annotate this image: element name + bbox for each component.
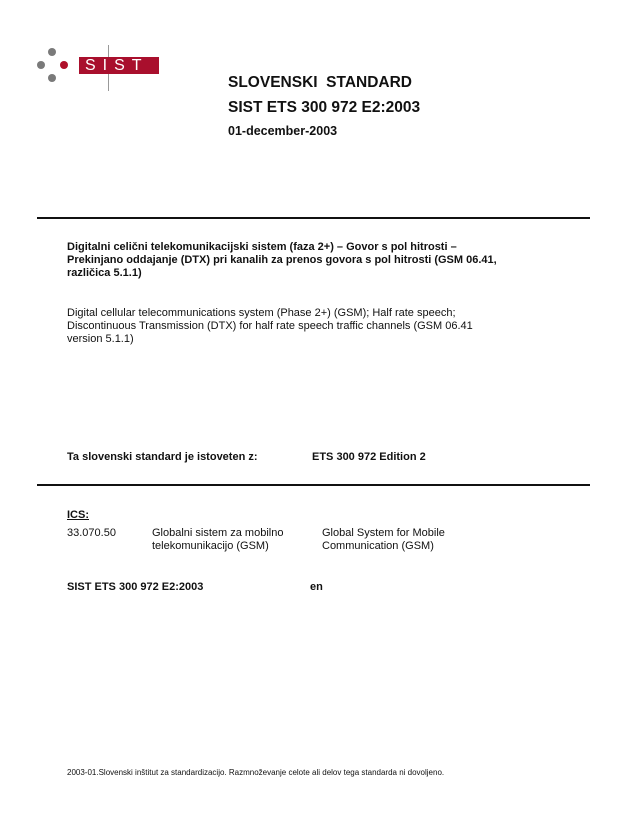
publication-date: 01-december-2003 bbox=[228, 124, 338, 138]
bottom-rule bbox=[37, 484, 590, 486]
slovenian-title-line: različica 5.1.1) bbox=[67, 267, 142, 279]
ics-english-line: Communication (GSM) bbox=[322, 540, 434, 552]
english-title-line: Discontinuous Transmission (DTX) for half rate speech traffic channels (GSM 06.41 bbox=[67, 320, 473, 332]
standard-designation: SIST ETS 300 972 E2:2003 bbox=[228, 99, 421, 116]
designation-language: en bbox=[310, 581, 323, 593]
logo-dot-bottom-icon bbox=[48, 74, 56, 82]
designation-code: SIST ETS 300 972 E2:2003 bbox=[67, 581, 204, 593]
identical-value: ETS 300 972 Edition 2 bbox=[312, 451, 426, 463]
logo-dot-top-icon bbox=[48, 48, 56, 56]
ics-heading: ICS: bbox=[67, 509, 89, 521]
ics-slovenian-line: Globalni sistem za mobilno bbox=[152, 527, 284, 539]
slovenian-title-line: Digitalni celični telekomunikacijski sistem (faza 2+) – Govor s pol hitrosti – bbox=[67, 241, 457, 253]
ics-english bbox=[322, 527, 445, 553]
slovenian-title-line: Prekinjano oddajanje (DTX) pri kanalih za prenos govora s pol hitrosti (GSM 06.41, bbox=[67, 254, 497, 266]
ics-english-line: Global System for Mobile bbox=[322, 527, 445, 539]
identical-label: Ta slovenski standard je istoveten z: bbox=[67, 451, 258, 463]
copyright-footer: 2003-01.Slovenski inštitut za standardizacijo. Razmnoževanje celote ali delov tega standarda ni dovoljeno. bbox=[67, 768, 445, 777]
english-title-line: version 5.1.1) bbox=[67, 333, 134, 345]
slovenian-title bbox=[67, 241, 587, 280]
top-rule bbox=[37, 217, 590, 219]
ics-code: 33.070.50 bbox=[67, 527, 116, 539]
english-title-line: Digital cellular telecommunications system (Phase 2+) (GSM); Half rate speech; bbox=[67, 307, 456, 319]
ics-slovenian-line: telekomunikacijo (GSM) bbox=[152, 540, 269, 552]
logo-wordmark: SIST bbox=[79, 57, 159, 74]
logo-dot-red-icon bbox=[60, 61, 68, 69]
ics-slovenian bbox=[152, 527, 283, 553]
standard-heading: SLOVENSKI STANDARD bbox=[228, 74, 413, 91]
logo-dot-left-icon bbox=[37, 61, 45, 69]
english-title bbox=[67, 307, 587, 346]
